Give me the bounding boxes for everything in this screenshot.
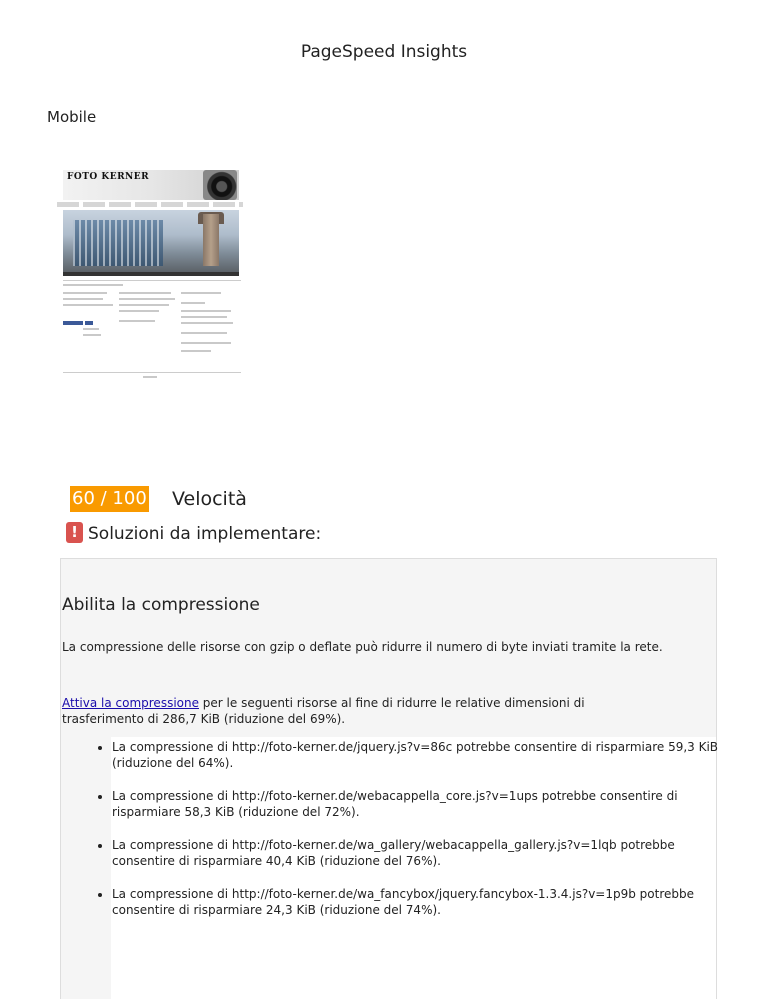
- thumbnail-text-line: [181, 302, 205, 304]
- rule-title: Abilita la compressione: [62, 595, 260, 615]
- thumbnail-photo: [63, 210, 239, 272]
- thumbnail-text-line: [63, 292, 107, 294]
- page-title: PageSpeed Insights: [300, 42, 468, 62]
- thumbnail-footer-divider: [63, 372, 241, 373]
- thumbnail-text-line: [83, 328, 99, 330]
- thumbnail-text-line: [181, 332, 227, 334]
- list-item: • La compressione di http://foto-kerner.de/wa_fancybox/jquery.fancybox-1.3.4.js?v=1p9b potrebbe consentire di risparmiare 24,3 KiB (riduzione del 74%).: [112, 886, 732, 918]
- list-item: • La compressione di http://foto-kerner.de/wa_gallery/webacappella_gallery.js?v=1lqb potrebbe consentire di risparmiare 40,4 KiB (riduzione del 76%).: [112, 837, 732, 869]
- thumbnail-nav: [57, 202, 243, 207]
- thumbnail-strip: [63, 272, 239, 276]
- score-badge: 60 / 100: [70, 486, 149, 512]
- camera-lens-image: [203, 170, 237, 200]
- facebook-like-button-image: [63, 321, 83, 325]
- rule-panel: [60, 558, 717, 999]
- thumbnail-text-line: [181, 310, 231, 312]
- thumbnail-text-line: [63, 284, 123, 286]
- thumbnail-text-line: [181, 350, 211, 352]
- thumbnail-footer-text: [143, 376, 157, 378]
- thumbnail-text-line: [119, 310, 159, 312]
- thumbnail-text-line: [63, 304, 113, 306]
- thumbnail-text-line: [181, 292, 221, 294]
- rule-summary: [62, 695, 662, 727]
- thumbnail-text-line: [83, 334, 101, 336]
- thumbnail-text-line: [119, 292, 171, 294]
- thumbnail-text-line: [63, 298, 103, 300]
- list-item: • La compressione di http://foto-kerner.de/webacappella_core.js?v=1ups potrebbe consentire di risparmiare 58,3 KiB (riduzione del 72%).: [112, 788, 732, 820]
- thumbnail-text-line: [119, 304, 169, 306]
- rule-resource-list: [99, 739, 732, 935]
- enable-compression-link[interactable]: Attiva la compressione: [62, 696, 199, 710]
- thumbnail-text-line: [119, 298, 175, 300]
- tower-image: [203, 214, 219, 266]
- score-label: Velocità: [172, 488, 247, 510]
- thumbnail-text-line: [181, 316, 227, 318]
- thumbnail-text-line: [181, 322, 233, 324]
- thumbnail-logo: FOTO KERNER: [67, 172, 150, 182]
- page-screenshot-thumbnail: [55, 162, 245, 382]
- rule-summary-text: per le seguenti risorse al fine di ridurre le relative dimensioni di trasferimento di 286,7 KiB (riduzione del 69%).: [62, 696, 585, 726]
- facebook-share-button-image: [85, 321, 93, 325]
- building-image: [73, 220, 163, 266]
- thumbnail-text-line: [119, 320, 155, 322]
- thumbnail-text-line: [181, 342, 231, 344]
- thumbnail-divider: [63, 280, 241, 281]
- list-item: • La compressione di http://foto-kerner.de/jquery.js?v=86c potrebbe consentire di risparmiare 59,3 KiB (riduzione del 64%).: [112, 739, 732, 771]
- fixes-heading: Soluzioni da implementare:: [88, 524, 322, 544]
- rule-description: La compressione delle risorse con gzip o deflate può ridurre il numero di byte inviati tramite la rete.: [62, 640, 663, 654]
- device-label: Mobile: [47, 108, 97, 126]
- exclamation-icon: !: [66, 522, 83, 543]
